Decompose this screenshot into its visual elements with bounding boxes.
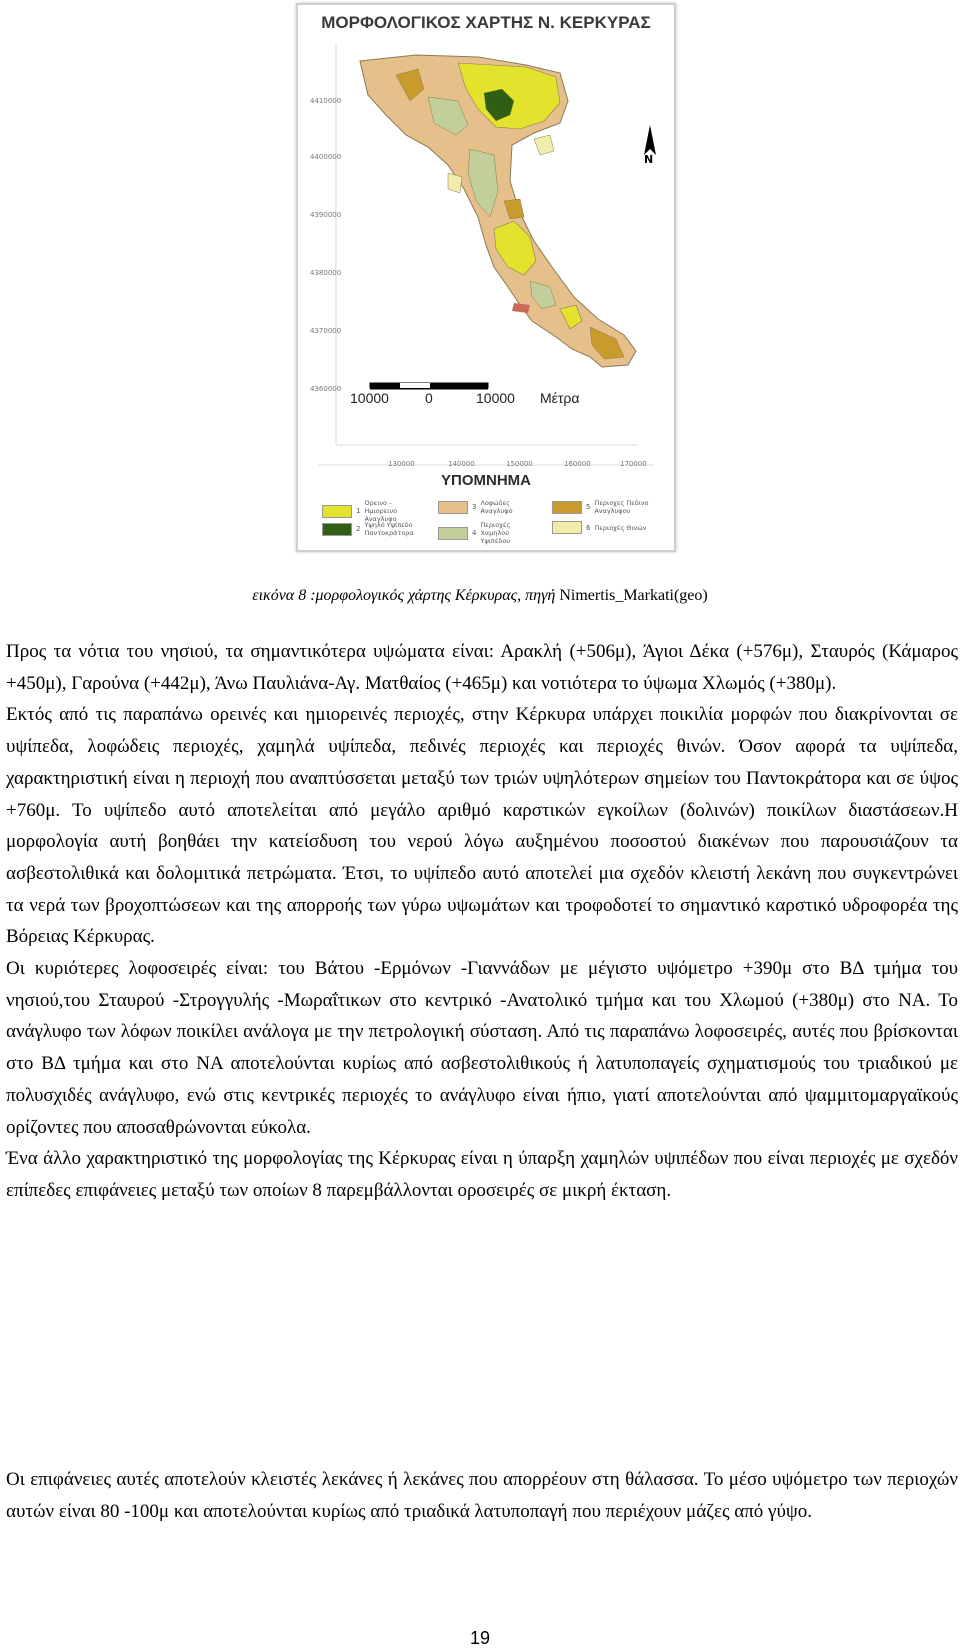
paragraph: Οι κυριότερες λοφοσειρές είναι: του Βάτου -Ερμόνων -Γιαννάδων με μέγιστο υψόμετρο +390μ στο ΒΔ τμήμα του νησιού,του Σταυρού -Στρογγυλής -Μωραΐτικων στο κεντρικό -Ανατολικό τμήμα και του Χλωμού (+380μ) στο ΝΑ. Το ανάγλυφο των λόφων ποικίλει ανάλογα με την πετρολογική σύσταση. Από τις παραπάνω λοφοσειρές, αυτές που βρίσκονται στο ΒΔ τμήμα και στο ΝΑ αποτελούνται κυρίως από ασβεστολιθικούς ή λατυποπαγείς σχηματισμούς του τριαδικού με πολυσχιδές ανάγλυφο, ενώ στις κεντρικές περιοχές το ανάγλυφο είναι ήπιο, γιατί αποτελούνται από ψαμμιτομαργαϊκούς ορίζοντες που αποσαθρώνονται εύκολα. <box>6 958 958 1138</box>
legend-label: Περιοχές Θινών <box>594 523 647 532</box>
legend-label: Περιοχές Χαμηλού Υψιπέδου <box>480 521 511 545</box>
legend-swatch <box>322 523 352 536</box>
y-tick: 4360000 <box>310 385 342 393</box>
figure-caption <box>0 587 960 605</box>
y-tick: 4400000 <box>310 153 342 161</box>
legend-swatch <box>438 527 468 540</box>
legend-item <box>552 499 654 515</box>
scale-label-unit: Μέτρα <box>540 390 580 406</box>
legend-item <box>322 499 424 523</box>
scale-bar <box>370 383 488 389</box>
x-tick: 170000 <box>620 460 647 468</box>
legend-label: Λοφώδες Αναγλυφο <box>480 499 513 515</box>
corfu-map <box>298 5 674 550</box>
legend-number: 5 <box>586 503 591 511</box>
y-tick: 4370000 <box>310 327 342 335</box>
legend-label: Περιοχες Πεδινο Αναγλυφου <box>594 499 649 515</box>
legend-item <box>438 521 540 545</box>
legend-title: ΥΠΟΜΝΗΜΑ <box>441 472 531 489</box>
x-tick: 160000 <box>564 460 591 468</box>
caption-source: Nimertis_Markati(geo) <box>559 587 708 604</box>
caption-italic: εικόνα 8 :μορφολογικός χάρτης Κέρκυρας, πηγή <box>252 587 556 604</box>
page-number: 19 <box>469 1628 491 1648</box>
legend-number: 6 <box>586 523 591 532</box>
legend-number: 4 <box>472 529 477 537</box>
x-tick: 130000 <box>388 460 415 468</box>
x-tick: 150000 <box>506 460 533 468</box>
legend-number: 2 <box>356 525 361 533</box>
paragraph: Εκτός από τις παραπάνω ορεινές και ημιορεινές περιοχές, στην Κέρκυρα υπάρχει ποικιλία μορφών που διακρίνονται σε υψίπεδα, λοφώδεις περιοχές, χαμηλά υψίπεδα, πεδινές περιοχές και περιοχές θινών. Όσον αφορά τα υψίπεδα, χαρακτηριστική είναι η περιοχή που αναπτύσσεται μεταξύ των τριών υψηλότερων σημείων του Παντοκράτορα και σε ύψος +760μ. Το υψίπεδο αυτό αποτελείται από μεγάλο αριθμό καρστικών εγκοίλων (δολινών) ποικίλων διαστάσεων.Η μορφολογία αυτή βοηθάει την κατείσδυση του νερού λόγω αυξημένου ποσοστού διακένων που παρουσιάζουν τα ασβεστολιθικά και δολομιτικά πετρώματα. Έτσι, το υψίπεδο αυτό αποτελεί μια σχεδόν κλειστή λεκάνη που συγκεντρώνει τα νερά των βροχοπτώσεων και της απορροής των γύρω υψωμάτων και τροφοδοτεί το σημαντικό καρστικό υδροφορέα της Βόρειας Κέρκυρας. <box>6 704 958 948</box>
legend-item <box>552 521 654 534</box>
legend-swatch <box>552 521 582 534</box>
north-arrow-icon <box>644 125 656 155</box>
body-text <box>6 636 958 1207</box>
legend-swatch <box>322 505 352 518</box>
morphology-map-figure <box>296 3 676 552</box>
scale-label-right: 10000 <box>476 390 515 406</box>
legend-swatch <box>552 501 582 514</box>
legend-item <box>322 521 424 537</box>
paragraph: Οι επιφάνειες αυτές αποτελούν κλειστές λεκάνες ή λεκάνες που απορρέουν στη θάλασσα. Το μέσο υψόμετρο των περιοχών αυτών είναι 80 -100μ και αποτελούνται κυρίως από τριαδικά λατυποπαγή που περιέχουν μάζες από γύψο. <box>6 1469 958 1522</box>
legend-number: 1 <box>356 507 361 515</box>
legend-number: 3 <box>472 503 477 511</box>
relief-dunes-1 <box>534 135 554 155</box>
north-label: N <box>644 153 654 166</box>
map-title: ΜΟΡΦΟΛΟΓΙΚΟΣ ΧΑΡΤΗΣ Ν. ΚΕΡΚΥΡΑΣ <box>321 13 651 32</box>
scale-label-left: 10000 <box>350 390 389 406</box>
body-text-last <box>6 1464 958 1527</box>
legend-label: Υψηλό Υψίπεδο Παντοκράτορα <box>364 521 414 537</box>
legend-label: Ορεινο - Ημιορεινο Αναγλυφο <box>364 499 398 523</box>
legend-item <box>438 499 540 515</box>
paragraph: Ένα άλλο χαρακτηριστικό της μορφολογίας της Κέρκυρας είναι η ύπαρξη χαμηλών υψιπέδων που είναι περιοχές με σχεδόν επίπεδες επιφάνειες μεταξύ των οποίων 8 παρεμβάλλονται οροσειρές σε μικρή έκταση. <box>6 1148 958 1201</box>
y-tick: 4380000 <box>310 269 342 277</box>
y-tick: 4410000 <box>310 97 342 105</box>
x-tick: 140000 <box>448 460 475 468</box>
y-tick: 4390000 <box>310 211 342 219</box>
legend-swatch <box>438 501 468 514</box>
paragraph: Προς τα νότια του νησιού, τα σημαντικότερα υψώματα είναι: Αρακλή (+506μ), Άγιοι Δέκα (+576μ), Σταυρός (Κάμαρος +450μ), Γαρούνα (+442μ), Άνω Παυλιάνα-Αγ. Ματθαίος (+465μ) και νοτιότερα το ύψωμα Χλωμός (+380μ). <box>6 641 958 694</box>
scale-label-zero: 0 <box>425 390 433 406</box>
